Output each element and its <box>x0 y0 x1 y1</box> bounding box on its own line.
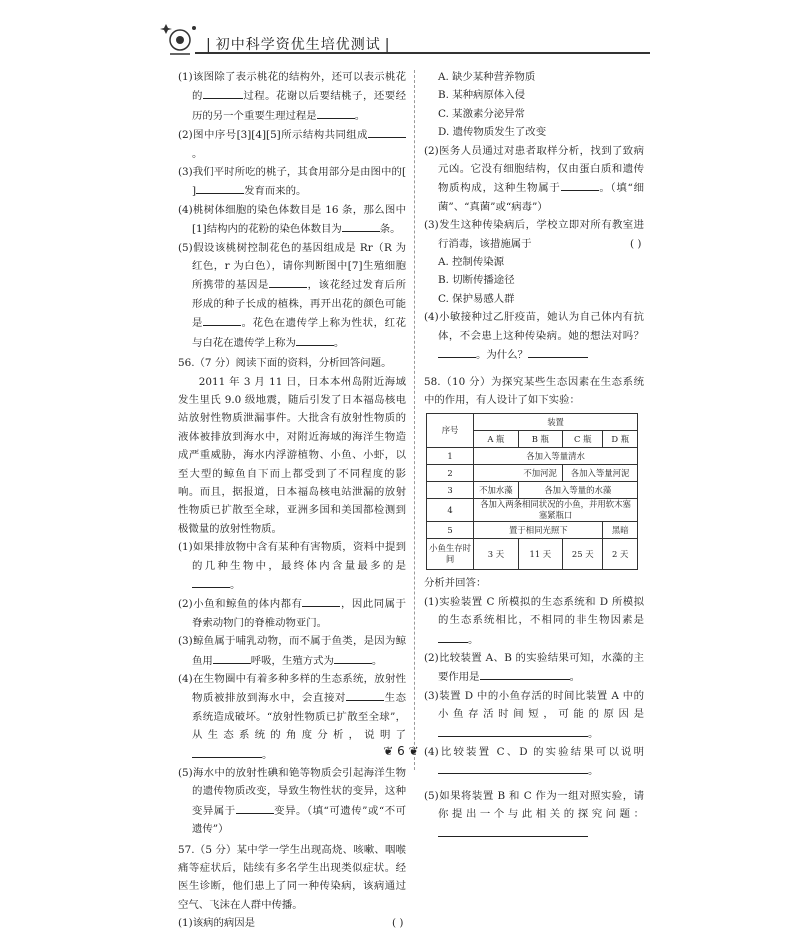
answer-blank[interactable] <box>317 106 355 119</box>
q56-title: 56.（7 分）阅读下面的资料，分析回答问题。 <box>178 357 392 370</box>
survival-d: 2 天 <box>603 539 638 570</box>
answer-blank[interactable] <box>561 178 599 191</box>
q58-2: (2)比较装置 A、B 的实验结果可知，水藻的主要作用是 。 <box>424 651 644 684</box>
option-c: C. 保护易感人群 <box>438 292 515 305</box>
q56-5: (5)海水中的放射性碘和铯等物质会引起海洋生物的遗传物质改变，导致生物性状的变异，这种变异属于 变异。（填“可遗传”或“不可遗传”） <box>178 767 406 836</box>
q58-5: (5)如果将装置 B 和 C 作为一组对照实验，请你提出一个与此相关的探究问题： <box>424 787 644 843</box>
table-cell: 各加入等量的水藻 <box>518 482 637 499</box>
table-cell: 黑暗 <box>603 522 638 539</box>
answer-blank[interactable] <box>296 333 334 346</box>
table-row-num: 5 <box>427 522 474 539</box>
table-cell: 各加入等量河泥 <box>563 465 638 482</box>
option-a: A. 缺少某种营养物质 <box>438 71 536 83</box>
table-cell: 各加入两条相同状况的小鱼，并用软木塞塞紧瓶口 <box>474 499 638 522</box>
table-row-num: 3 <box>427 482 474 499</box>
table-cell: 各加入等量清水 <box>474 448 638 465</box>
bottle-b-header: B 瓶 <box>518 431 562 448</box>
survival-a: 3 天 <box>474 539 519 570</box>
answer-blank[interactable] <box>196 181 244 194</box>
option-c: C. 某激素分泌异常 <box>438 107 525 120</box>
table-header-device: 装置 <box>474 414 638 431</box>
bottle-d-header: D 瓶 <box>603 431 638 448</box>
q57-title: 57.（5 分）某中学一学生出现高烧、咳嗽、咽喉痛等症状后，陆续有多名学生出现类似症状。经医生诊断，他们患上了同一种传染病，该病通过空气、飞沫在人群中传播。 <box>178 843 406 911</box>
analysis-heading: 分析并回答： <box>424 577 487 590</box>
answer-blank[interactable] <box>438 761 478 774</box>
answer-blank[interactable] <box>334 651 372 664</box>
answer-blank[interactable] <box>346 688 384 701</box>
answer-blank[interactable] <box>269 275 307 288</box>
table-cell: 不加水藻 <box>474 482 519 499</box>
right-column <box>424 68 644 843</box>
option-d: D. 遗传物质发生了改变 <box>438 126 547 139</box>
left-decoration-icon: ❦ <box>383 744 394 758</box>
bottle-a-header: A 瓶 <box>474 431 519 448</box>
q56-3: (3)鲸鱼属于哺乳动物，而不属于鱼类，是因为鲸鱼用 呼吸，生殖方式为 。 <box>178 635 406 667</box>
answer-blank[interactable] <box>302 594 340 607</box>
table-row-num: 2 <box>427 465 474 482</box>
q55-4: (4)桃树体细胞的染色体数目是 16 条，那么图中[1]结构内的花粉的染色体数目为 条。 <box>178 203 406 236</box>
answer-blank[interactable] <box>203 86 243 99</box>
answer-blank[interactable] <box>528 345 588 358</box>
bottle-c-header: C 瓶 <box>563 431 603 448</box>
option-b: B. 某种病原体入侵 <box>438 89 525 102</box>
q58-title: 58.（10 分）为探究某些生态因素在生态系统中的作用，有人设计了如下实验： <box>424 375 644 406</box>
page-footer <box>366 744 436 764</box>
answer-blank[interactable] <box>438 345 476 358</box>
q57-3: (3)发生这种传染病后，学校立即对所有教室进行消毒，该措施属于 ( ) <box>424 219 644 250</box>
q56-passage: 2011 年 3 月 11 日，日本本州岛附近海域发生里氏 9.0 级地震，随后引发了日本福岛核电站放射性物质泄漏事件。大批含有放射性物质的液体被排放到海水中，对附近海域的海洋生物造成严重威胁，海水内浮游植物、小鱼、小虾，以至大型的鲸鱼自下而上都受到了不同程度的影响。而且，据报道，日本福岛核电站泄漏的放射性物质已扩散至全球，亚洲多国和美国都检测到极微量的放射性物质。 <box>178 375 406 535</box>
q58-1: (1)实验装置 C 所模拟的生态系统和 D 所模拟的生态系统相比，不相同的非生物因素是。 <box>424 595 644 646</box>
q55-2: (2)图中序号[3][4][5]所示结构共同组成。 <box>178 125 406 163</box>
answer-blank[interactable] <box>213 651 251 664</box>
answer-blank[interactable] <box>548 724 588 737</box>
q55-1: (1)该图除了表示桃花的结构外，还可以表示桃花的 过程。花谢以后要结桃子，还要经历的另一个重要生理过程是 。 <box>178 71 406 122</box>
option-b: B. 切断传播途径 <box>438 274 515 287</box>
answer-blank[interactable] <box>192 575 230 588</box>
right-decoration-icon: ❦ <box>408 744 419 758</box>
answer-blank[interactable] <box>192 745 262 758</box>
table-cell: 不加河泥 <box>518 465 562 482</box>
answer-blank[interactable] <box>438 724 548 737</box>
q56-2: (2)小鱼和鲸鱼的体内都有 ，因此同属于脊索动物门的脊椎动物亚门。 <box>178 594 406 632</box>
table-row-num: 1 <box>427 448 474 465</box>
answer-blank[interactable] <box>438 824 588 837</box>
table-header-seq: 序号 <box>427 414 474 448</box>
answer-blank[interactable] <box>236 801 274 814</box>
answer-blank[interactable] <box>480 667 570 680</box>
q55-5: (5)假设该桃树控制花色的基因组成是 Rr（R 为红色，r 为白色），请你判断图中[7]生殖细胞所携带的基因是 ，该花经过发育后所形成的种子长成的植株，再开出花的颜色可能是 。花色在遗传学上称为性状，红花与白花在遗传学上称为 。 <box>178 241 407 349</box>
answer-blank[interactable] <box>478 761 588 774</box>
q57-2: (2)医务人员通过对患者取样分析，找到了致病元凶。它没有细胞结构，仅由蛋白质和遗传物质构成，这种生物属于 。（填“细菌”、“真菌”或“病毒”） <box>424 144 644 213</box>
q57-1: (1)该病的病因是 ( ) <box>178 917 404 930</box>
page-number: 6 <box>397 744 405 758</box>
header-title: | 初中科学资优生培优测试 | <box>206 37 391 53</box>
survival-b: 11 天 <box>518 539 562 570</box>
answer-blank[interactable] <box>203 313 241 326</box>
table-row-num: 4 <box>427 499 474 522</box>
answer-blank[interactable] <box>342 219 380 232</box>
q58-3: (3)装置 D 中的小鱼存活的时间比装置 A 中的小鱼存活时间短，可能的原因是。 <box>424 689 644 740</box>
table-cell <box>474 465 519 482</box>
answer-blank[interactable] <box>368 125 406 138</box>
q57-4: (4)小敏接种过乙肝疫苗，她认为自己体内有抗体，不会患上这种传染病。她的想法对吗？。为什么？ <box>424 311 644 362</box>
page-header <box>150 34 655 70</box>
survival-label: 小鱼生存时间 <box>427 539 474 570</box>
q58-4: (4)比较装置 C、D 的实验结果可以说明。 <box>424 745 644 778</box>
column-divider <box>414 70 416 770</box>
survival-c: 25 天 <box>563 539 603 570</box>
q55-3: (3)我们平时所吃的桃子，其食用部分是由图中的[ ] 发育而来的。 <box>178 166 406 198</box>
q56-4: (4)在生物圈中有着多种多样的生态系统，放射性物质被排放到海水中，会直接对 生态系统造成破坏。“放射性物质已扩散至全球”，从生态系统的角度分析，说明了。 <box>178 673 406 761</box>
table-cell: 置于相同光照下 <box>474 522 603 539</box>
q56-1: (1)如果排放物中含有某种有害物质，资料中提到的几种生物中，最终体内含量最多的是。 <box>178 541 406 591</box>
left-column <box>178 68 406 933</box>
experiment-table <box>426 413 638 570</box>
option-a: A. 控制传染源 <box>438 256 505 269</box>
answer-blank[interactable] <box>438 630 468 643</box>
